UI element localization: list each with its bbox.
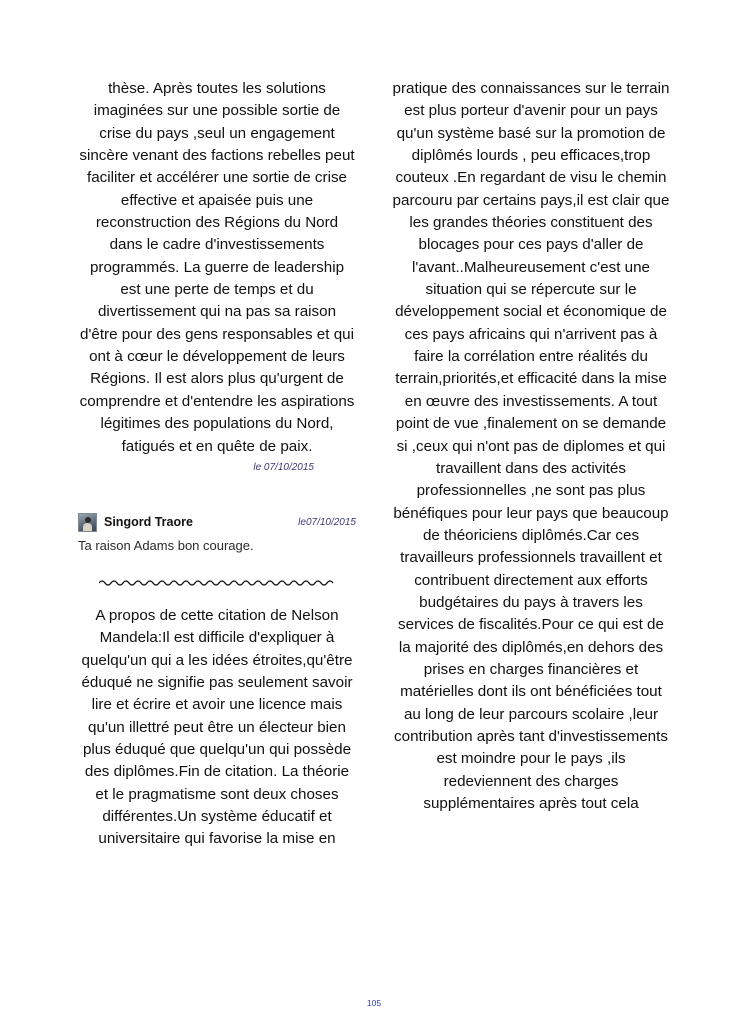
user-avatar-icon bbox=[78, 513, 97, 532]
comment-author-name: Singord Traore bbox=[104, 515, 193, 530]
two-column-layout bbox=[78, 78, 670, 851]
left-paragraph-1-date: le 07/10/2015 bbox=[253, 461, 314, 473]
comment-date: le07/10/2015 bbox=[298, 516, 356, 528]
wavy-line-divider-icon bbox=[99, 577, 335, 589]
right-column bbox=[392, 78, 670, 815]
comment-block bbox=[78, 513, 356, 555]
left-paragraph-1: thèse. Après toutes les solutions imaginées sur une possible sortie de crise du pays ,seul un engagement sincère venant des factions rebelles peut faciliter et accélérer une sortie de crise effective et apaisée puis une reconstruction des Régions du Nord dans le cadre d'investissements programmés. La guerre de leadership est une perte de temps et du divertissement qui na pas sa raison d'être pour des gens responsables et qui ont à cœur le développement de leurs Régions. Il est alors plus qu'urgent de comprendre et d'entendre les aspirations légitimes des populations du Nord, fatigués et en quête de paix. bbox=[79, 80, 355, 455]
page-number: 105 bbox=[366, 998, 382, 1008]
comment-author-group bbox=[78, 513, 193, 532]
comment-header bbox=[78, 513, 356, 532]
left-column bbox=[78, 78, 356, 851]
comment-text: Ta raison Adams bon courage. bbox=[78, 537, 254, 553]
left-paragraph-2: A propos de cette citation de Nelson Mandela:Il est difficile d'expliquer à quelqu'un qui a les idées étroites,qu'être éduqué ne signifie pas seulement savoir lire et écrire et avoir une licence mais qu'un illettré peut être un électeur bien plus éduqué que quelqu'un qui possède des diplômes.Fin de citation. La théorie et le pragmatisme sont deux choses différentes.Un système éducatif et universitaire qui favorise la mise en bbox=[81, 607, 353, 848]
right-paragraph-1: pratique des connaissances sur le terrain est plus porteur d'avenir pour un pays qu'un système basé sur la promotion de diplômés lourds , peu efficaces,trop couteux .En regardant de visu le chemin parcouru par certains pays,il est clair que les grandes théories constituent des blocages pour ces pays d'aller de l'avant..Malheureusement c'est une situation qui se répercute sur le développement social et économique de ces pays africains qui n'arrivent pas à faire la corrélation entre réalités du terrain,priorités,et efficacité dans la mise en œuvre des investissements. A tout point de vue ,finalement on se demande si ,ceux qui n'ont pas de diplomes et qui travaillent dans des activités professionnelles ,ne sont pas plus bénéfiques pour leur pays que beaucoup de théoriciens diplômés.Car ces travailleurs professionnels travaillent et contribuent directement aux efforts budgétaires du pays à travers les services de fiscalités.Pour ce qui est de la majorité des diplômés,en dehors des prises en charges financières et matérielles dont ils ont bénéficiées tout au long de leur parcours scolaire ,leur contribution après tant d'investissements est moindre pour le pays ,ils redeviennent des charges supplémentaires après tout cela bbox=[392, 80, 670, 812]
